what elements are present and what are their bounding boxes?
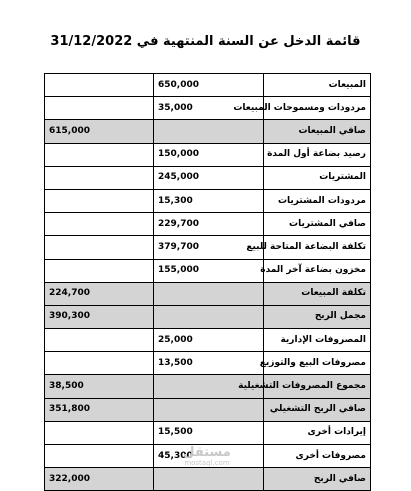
table-row <box>45 352 371 375</box>
row-sub-amount: 15,500 <box>154 421 264 444</box>
table-row <box>45 166 371 189</box>
table-row <box>45 236 371 259</box>
row-label: تكلفة المبيعات <box>264 282 371 305</box>
row-sub-amount: 650,000 <box>154 74 264 97</box>
row-sub-amount <box>154 468 264 491</box>
table-row <box>45 74 371 97</box>
row-total-amount: 615,000 <box>45 120 154 143</box>
row-total-amount <box>45 259 154 282</box>
row-sub-amount: 150,000 <box>154 143 264 166</box>
row-total-amount <box>45 329 154 352</box>
row-total-amount <box>45 97 154 120</box>
row-label: صافي المشتريات <box>264 213 371 236</box>
row-sub-amount: 13,500 <box>154 352 264 375</box>
row-sub-amount <box>154 282 264 305</box>
row-sub-amount: 25,000 <box>154 329 264 352</box>
row-sub-amount: 229,700 <box>154 213 264 236</box>
row-total-amount <box>45 166 154 189</box>
row-label: مجموع المصروفات التشغيلية <box>264 375 371 398</box>
row-label: صافي الربح التشغيلي <box>264 398 371 421</box>
table-row <box>45 421 371 444</box>
row-total-amount <box>45 189 154 212</box>
watermark-url: mostaql.com <box>184 459 230 467</box>
row-label: مصروفات البيع والتوزيع <box>264 352 371 375</box>
statement-title: قائمة الدخل عن السنة المنتهية في 31/12/2022 <box>50 34 361 49</box>
watermark-logo <box>172 446 242 467</box>
income-statement-body <box>45 74 371 491</box>
row-total-amount: 390,300 <box>45 305 154 328</box>
table-row <box>45 120 371 143</box>
income-statement-table <box>44 73 371 491</box>
table-row <box>45 189 371 212</box>
row-sub-amount <box>154 120 264 143</box>
table-row <box>45 97 371 120</box>
row-label: مخزون بضاعة آخر المدة <box>264 259 371 282</box>
table-row <box>45 375 371 398</box>
table-row <box>45 213 371 236</box>
row-total-amount <box>45 143 154 166</box>
row-total-amount <box>45 236 154 259</box>
row-sub-amount: 45,300 <box>154 445 264 468</box>
row-label: إيرادات أخرى <box>264 421 371 444</box>
row-label: مردودات المشتريات <box>264 189 371 212</box>
row-total-amount <box>45 421 154 444</box>
table-row <box>45 398 371 421</box>
row-label: المشتريات <box>264 166 371 189</box>
table-row <box>45 468 371 491</box>
watermark-text: مستقل <box>183 445 231 460</box>
table-row <box>45 282 371 305</box>
row-sub-amount <box>154 305 264 328</box>
row-total-amount: 322,000 <box>45 468 154 491</box>
row-label: تكلفة البضاعة المتاحة للبيع <box>264 236 371 259</box>
table-row <box>45 305 371 328</box>
row-total-amount <box>45 352 154 375</box>
row-label: صافي الربح <box>264 468 371 491</box>
row-sub-amount: 155,000 <box>154 259 264 282</box>
row-label: رصيد بضاعة أول المدة <box>264 143 371 166</box>
row-label: المصروفات الإدارية <box>264 329 371 352</box>
row-sub-amount <box>154 398 264 421</box>
row-total-amount: 224,700 <box>45 282 154 305</box>
row-total-amount <box>45 445 154 468</box>
row-label: صافي المبيعات <box>264 120 371 143</box>
row-sub-amount: 35,000 <box>154 97 264 120</box>
row-sub-amount: 245,000 <box>154 166 264 189</box>
row-label: المبيعات <box>264 74 371 97</box>
row-sub-amount: 379,700 <box>154 236 264 259</box>
row-label: مجمل الربح <box>264 305 371 328</box>
row-total-amount: 351,800 <box>45 398 154 421</box>
row-total-amount: 38,500 <box>45 375 154 398</box>
row-total-amount <box>45 74 154 97</box>
table-row <box>45 259 371 282</box>
table-row <box>45 329 371 352</box>
row-total-amount <box>45 213 154 236</box>
row-sub-amount: 15,300 <box>154 189 264 212</box>
row-label: مردودات ومسموحات المبيعات <box>264 97 371 120</box>
table-row <box>45 143 371 166</box>
row-label: مصروفات أخرى <box>264 445 371 468</box>
